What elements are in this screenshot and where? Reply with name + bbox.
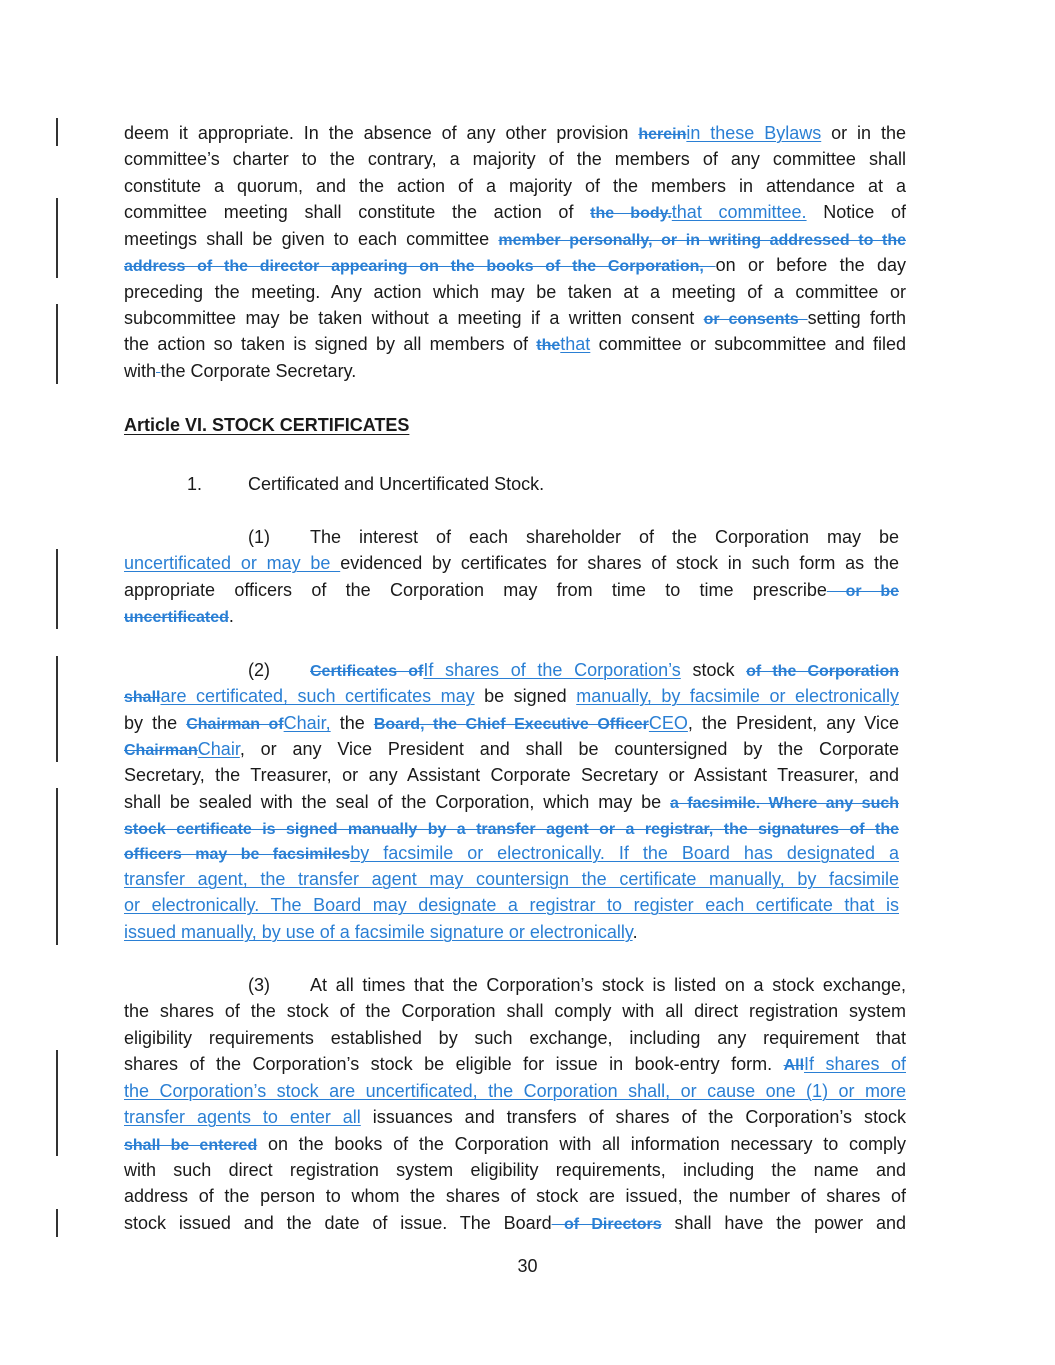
inserted-text: the Corporation’s stock are uncertificated, the Corporation shall, or cause one (1) or more [124,1081,906,1101]
body-text: The interest of each shareholder of the Corporation may be [310,527,899,547]
body-line [124,1183,906,1209]
deleted-text: Board, the Chief Executive Officer [373,716,649,733]
body-text: by the [124,713,187,733]
body-line [124,1051,906,1077]
body-text: stock issued and the date of issue. The Board [124,1213,552,1233]
deleted-text: All [783,1057,805,1074]
body-text: At all times that the Corporation’s stock is listed on a stock exchange, [310,975,906,995]
deleted-text: the [536,337,561,354]
body-line [124,892,899,918]
inserted-text: transfer agent, the transfer agent may countersign the certificate manually, by facsimile [124,869,899,889]
inserted-text: uncertificated or may be [124,553,341,573]
deleted-text: or be [826,583,899,600]
body-text: shall have the power and [661,1213,906,1233]
body-line [124,710,899,736]
body-line [124,577,899,603]
change-bar [56,1209,58,1237]
body-line [124,603,906,629]
deleted-text: of Directors [551,1216,662,1233]
body-text: stock [680,660,747,680]
page-number: 30 [517,1256,538,1276]
inserted-text: If shares of the Corporation’s [423,660,681,680]
body-text: meetings shall be given to each committee [124,229,499,249]
body-text: . [632,922,638,942]
body-line [124,1104,906,1130]
deleted-text: Chairman [124,742,198,759]
deleted-text: the body. [590,205,672,222]
body-line [124,1025,906,1051]
body-text: the shares of the stock of the Corporation shall comply with all direct registration system [124,1001,906,1021]
body-text: the Corporate Secretary. [160,361,357,381]
deleted-text: of the Corporation [746,663,899,680]
deleted-text: shall be entered [124,1137,258,1154]
inserted-text: by facsimile or electronically. If the Board has designated a [350,843,899,863]
change-bar [56,1050,58,1156]
body-line [124,120,906,146]
body-line [310,524,899,550]
body-text: committee meeting shall constitute the action of [124,202,591,222]
inserted-text: that committee. [671,202,807,222]
deleted-text: member personally, or in writing addressed to the [498,232,906,249]
deleted-text: shall [124,689,161,706]
body-text: address of the person to whom the shares of stock are issued, the number of shares of [124,1186,906,1206]
deleted-text: or consents [703,311,808,328]
body-text: or in the [821,123,906,143]
paragraph-number: (2) [248,660,270,680]
body-line [124,1078,906,1104]
body-text: on the books of the Corporation with all information necessary to comply [257,1134,906,1154]
deleted-text: herein [638,126,687,143]
body-line [124,331,906,357]
body-line [124,1210,906,1236]
inserted-text: Chair [197,739,240,759]
body-text: shares of the Corporation’s stock be eligible for issue in book-entry form. [124,1054,784,1074]
inserted-text: in these Bylaws [686,123,822,143]
section-title: Certificated and Uncertificated Stock. [248,474,545,494]
body-text: setting forth [807,308,906,328]
change-bar [56,304,58,384]
body-text: Secretary, the Treasurer, or any Assistant Corporate Secretary or Assistant Treasurer, and [124,765,899,785]
article-heading: Article VI. STOCK CERTIFICATES [124,415,410,435]
body-text: . [228,606,234,626]
body-text: with [124,361,157,381]
deleted-text: stock certificate is signed manually by a transfer agent or a registrar, the signatures of the [124,821,899,838]
change-bar [56,549,58,629]
body-line [124,736,899,762]
body-text: , or any Vice President and shall be countersigned by the Corporate [239,739,899,759]
deleted-text: a facsimile. Where any such [670,795,899,812]
inserted-text: issued manually, by use of a facsimile signature or electronically [124,922,633,942]
body-line [310,972,906,998]
body-text: appropriate officers of the Corporation may from time to time prescribe [124,580,827,600]
body-line [124,146,906,172]
change-bar [56,118,58,146]
body-text: deem it appropriate. In the absence of any other provision [124,123,639,143]
inserted-text: CEO [648,713,688,733]
body-text: committee’s charter to the contrary, a majority of the members of any committee shall [124,149,906,169]
body-line [124,762,899,788]
body-line [124,550,899,576]
body-line [124,173,906,199]
body-line [124,1157,906,1183]
body-text: on or before the day [715,255,906,275]
inserted-text: manually, by facsimile or electronically [576,686,899,706]
body-line [124,252,906,278]
change-bar [56,198,58,278]
body-line [124,199,906,225]
body-text: the [330,713,374,733]
body-line [310,657,899,683]
inserted-text: or electronically. The Board may designate a registrar to register each certificate that is [124,895,899,915]
body-text: evidenced by certificates for shares of stock in such form as the [340,553,899,573]
body-line [124,840,899,866]
section-number: 1. [187,474,203,494]
body-text: be signed [474,686,577,706]
change-bar [56,788,58,945]
body-text: committee or subcommittee and filed [590,334,906,354]
body-line [124,866,899,892]
body-line [124,998,906,1024]
body-line [124,279,906,305]
deleted-text: officers may be facsimiles [124,846,351,863]
inserted-text: Chair, [283,713,331,733]
deleted-text: Chairman of [186,716,284,733]
body-text: shall be sealed with the seal of the Corporation, which may be [124,792,671,812]
body-text: issuances and transfers of shares of the Corporation’s stock [360,1107,906,1127]
body-line [124,305,906,331]
body-line [124,789,899,815]
body-text: preceding the meeting. Any action which may be taken at a meeting of a committee or [124,282,906,302]
inserted-text: are certificated, such certificates may [160,686,475,706]
paragraph-number: (1) [248,527,270,547]
inserted-text: If shares of [804,1054,906,1074]
body-text: constitute a quorum, and the action of a majority of the members in attendance at a [124,176,906,196]
body-text: Notice of [806,202,906,222]
body-line [124,815,899,841]
inserted-text: transfer agents to enter all [124,1107,361,1127]
body-text: with such direct registration system eligibility requirements, including the name and [124,1160,906,1180]
deleted-text: Certificates of [310,663,424,680]
body-text: the action so taken is signed by all members of [124,334,537,354]
inserted-text: that [560,334,591,354]
body-text: , the President, any Vice [687,713,899,733]
deleted-text: uncertificated [124,609,229,626]
body-line [124,919,906,945]
paragraph-number: (3) [248,975,270,995]
body-line [124,1131,906,1157]
deleted-text: address of the director appearing on the books of the Corporation, [124,258,716,275]
change-bar [56,656,58,762]
body-text: eligibility requirements established by such exchange, including any requirement that [124,1028,906,1048]
body-line [124,683,899,709]
body-line [124,226,906,252]
body-text: subcommittee may be taken without a meeting if a written consent [124,308,704,328]
body-line [124,358,906,384]
